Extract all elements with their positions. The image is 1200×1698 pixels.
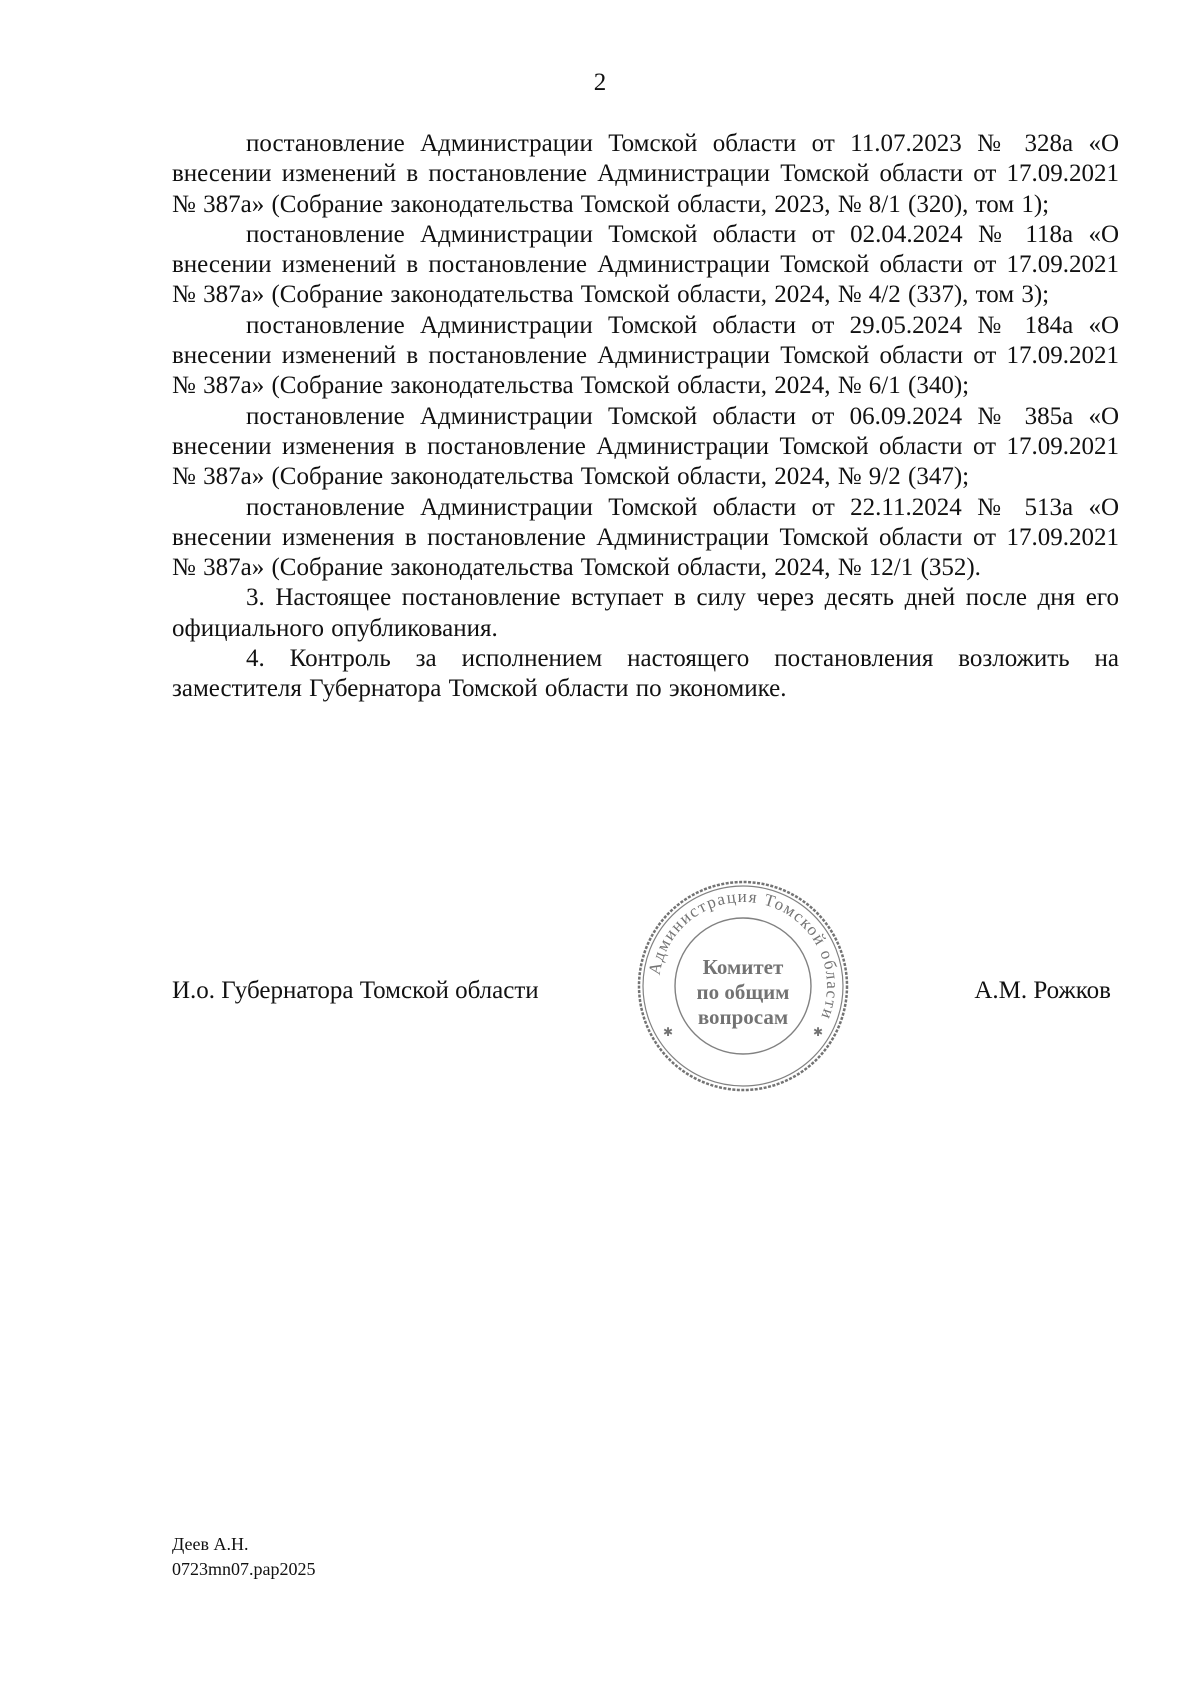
svg-text:✱: ✱ bbox=[813, 1025, 824, 1039]
amendment-paragraph: постановление Администрации Томской области от 02.04.2024 № 118а «О внесении изменений в постановление Администрации Томской области от 17.09.2021 № 387а» (Собрание законодательства Томской области, 2024, № 4/2 (337), том 3); bbox=[172, 220, 1119, 309]
seal-center-line: вопросам bbox=[697, 1005, 789, 1029]
amendment-paragraph: постановление Администрации Томской области от 11.07.2023 № 328а «О внесении изменений в постановление Администрации Томской области от 17.09.2021 № 387а» (Собрание законодательства Томской области, 2023, № 8/1 (320), том 1); bbox=[172, 130, 1119, 218]
seal-ring-text: Администрация Томской области bbox=[644, 886, 843, 1023]
amendment-paragraph: постановление Администрации Томской области от 06.09.2024 № 385а «О внесении изменения в постановление Администрации Томской области от 17.09.2021 № 387а» (Собрание законодательства Томской области, 2024, № 9/2 (347); bbox=[172, 402, 1119, 491]
seal-center-line: по общим bbox=[696, 980, 790, 1004]
svg-text:✱: ✱ bbox=[663, 1025, 674, 1039]
clause-4-paragraph: 4. Контроль за исполнением настоящего постановления возложить на заместителя Губернатора Томской области по экономике. bbox=[172, 645, 1119, 703]
document-body bbox=[172, 129, 1119, 705]
signatory-title: И.о. Губернатора Томской области bbox=[172, 977, 539, 1004]
clause-3-paragraph: 3. Настоящее постановление вступает в силу через десять дней после дня его официального опубликования. bbox=[172, 584, 1119, 642]
signatory-name: А.М. Рожков bbox=[974, 977, 1111, 1004]
page-number: 2 bbox=[593, 69, 607, 96]
executor-name: Деев А.Н. bbox=[172, 1534, 249, 1554]
amendment-paragraph: постановление Администрации Томской области от 29.05.2024 № 184а «О внесении изменений в постановление Администрации Томской области от 17.09.2021 № 387а» (Собрание законодательства Томской области, 2024, № 6/1 (340); bbox=[172, 311, 1119, 400]
executor-note bbox=[172, 1532, 316, 1582]
official-seal bbox=[635, 878, 851, 1094]
signature-block bbox=[172, 878, 1119, 1078]
file-code: 0723mn07.pap2025 bbox=[172, 1559, 316, 1579]
seal-center-line: Комитет bbox=[702, 955, 784, 979]
amendment-paragraph: постановление Администрации Томской области от 22.11.2024 № 513а «О внесении изменения в постановление Администрации Томской области от 17.09.2021 № 387а» (Собрание законодательства Томской области, 2024, № 12/1 (352). bbox=[172, 493, 1119, 582]
